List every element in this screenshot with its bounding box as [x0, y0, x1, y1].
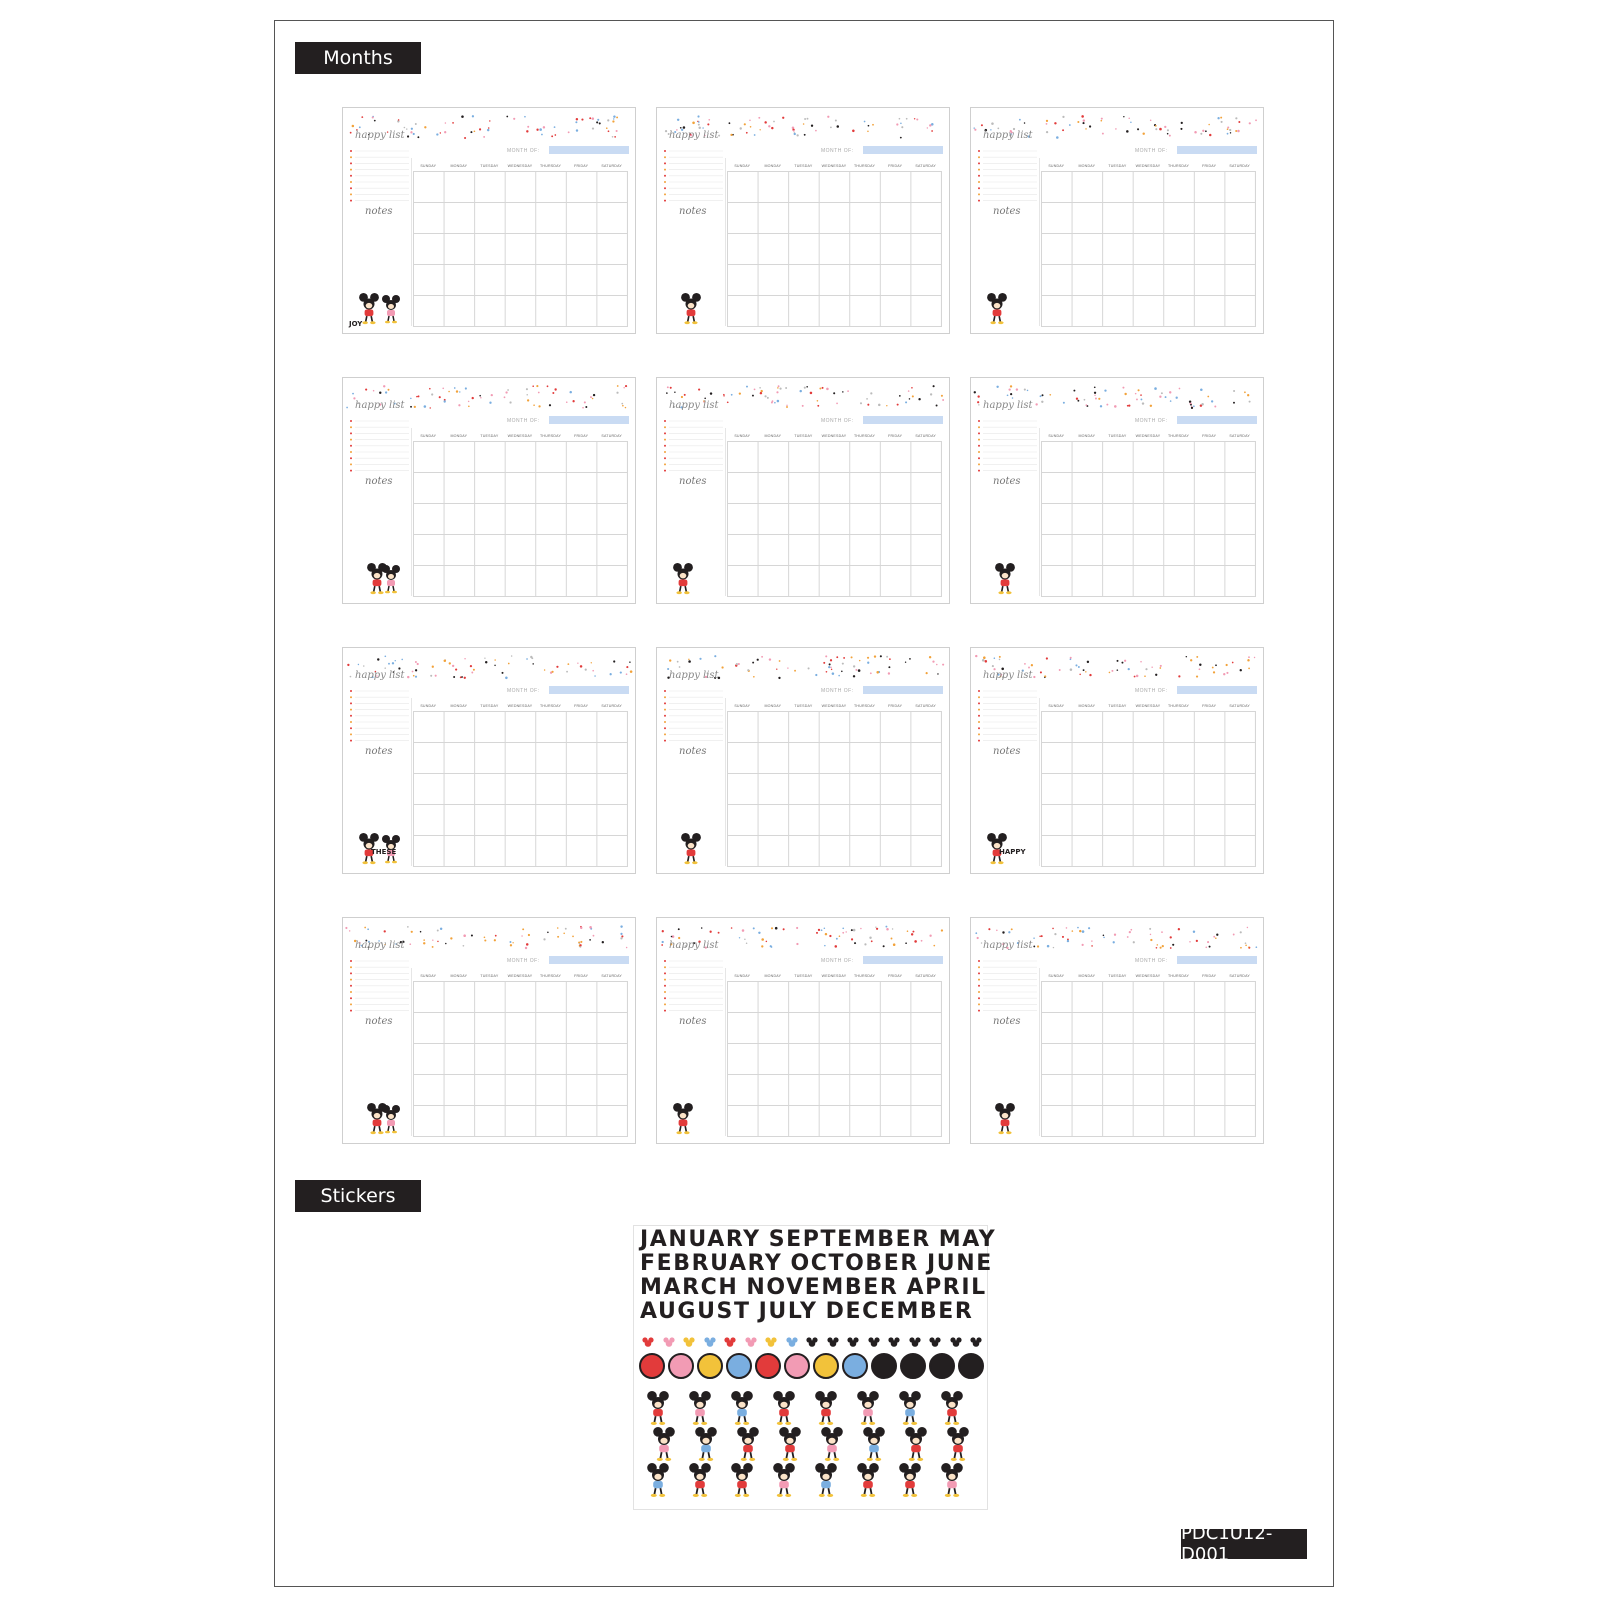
weekday-label: TUESDAY	[794, 164, 813, 168]
weekday-label: MONDAY	[1078, 704, 1096, 708]
weekday-label: THURSDAY	[540, 974, 562, 978]
weekday-label: MONDAY	[450, 704, 468, 708]
character-stickers	[640, 1389, 984, 1504]
weekday-label: THURSDAY	[854, 974, 876, 978]
weekday-label: MONDAY	[450, 974, 468, 978]
notes-heading: notes	[993, 206, 1021, 217]
weekday-label: SUNDAY	[420, 704, 437, 708]
weekday-label: FRIDAY	[574, 704, 589, 708]
happy-list-lines	[977, 148, 1039, 206]
stickers-section-label: Stickers	[295, 1180, 421, 1212]
weekday-label: SUNDAY	[420, 434, 437, 438]
month-name-bar	[549, 416, 629, 424]
circle-sticker	[755, 1353, 781, 1379]
calendar-grid	[727, 441, 942, 597]
calendar-grid	[1041, 171, 1256, 327]
character-art	[661, 556, 723, 600]
weekday-label: SATURDAY	[1229, 164, 1251, 168]
month-page	[970, 917, 1264, 1144]
mouse-ear-sticker-row	[642, 1334, 982, 1348]
weekday-label: FRIDAY	[574, 164, 589, 168]
mouse-ears-icon	[950, 1334, 962, 1344]
happy-list-heading: happy list	[669, 940, 719, 951]
weekday-label: SATURDAY	[1229, 434, 1251, 438]
weekday-label: SUNDAY	[734, 164, 751, 168]
calendar-grid	[413, 981, 628, 1137]
weekday-label: WEDNESDAY	[507, 704, 533, 708]
circle-sticker	[958, 1353, 984, 1379]
month-page	[342, 107, 636, 334]
circle-sticker	[900, 1353, 926, 1379]
character-art	[661, 286, 723, 330]
month-name-bar	[549, 956, 629, 964]
sidebar-divider	[1039, 428, 1040, 596]
month-page	[970, 647, 1264, 874]
sidebar-divider	[411, 968, 412, 1136]
month-sticker: SEPTEMBER	[768, 1227, 931, 1252]
weekday-label: FRIDAY	[888, 164, 903, 168]
month-of-label: MONTH OF:	[507, 688, 540, 694]
sku-code: PDC1U12-D001	[1181, 1529, 1307, 1559]
month-name-bar	[1177, 686, 1257, 694]
month-sticker: NOVEMBER	[746, 1275, 899, 1300]
character-art	[661, 1096, 723, 1140]
weekday-label: SATURDAY	[915, 974, 937, 978]
weekday-header	[413, 704, 627, 708]
weekday-label: MONDAY	[1078, 164, 1096, 168]
weekday-header	[727, 704, 941, 708]
sidebar-divider	[411, 158, 412, 326]
weekday-label: SATURDAY	[601, 704, 623, 708]
month-sticker-row	[640, 1227, 997, 1252]
weekday-label: WEDNESDAY	[1135, 704, 1161, 708]
month-sticker-row	[640, 1276, 985, 1300]
month-of-label: MONTH OF:	[821, 958, 854, 964]
mouse-ears-icon	[827, 1334, 839, 1344]
weekday-label: SUNDAY	[1048, 434, 1065, 438]
months-section-label: Months	[295, 42, 421, 74]
weekday-label: SUNDAY	[1048, 164, 1065, 168]
month-name-bar	[549, 686, 629, 694]
happy-list-lines	[349, 148, 411, 206]
month-page	[342, 647, 636, 874]
sidebar-divider	[725, 968, 726, 1136]
month-of-label: MONTH OF:	[507, 418, 540, 424]
month-name-bar	[863, 146, 943, 154]
character-art	[975, 826, 1037, 870]
mouse-ears-icon	[683, 1334, 695, 1344]
calendar-grid	[727, 981, 942, 1137]
weekday-label: WEDNESDAY	[507, 164, 533, 168]
sidebar-divider	[411, 428, 412, 596]
calendar-grid	[413, 171, 628, 327]
mouse-ears-icon	[724, 1334, 736, 1344]
weekday-label: WEDNESDAY	[821, 974, 847, 978]
weekday-label: TUESDAY	[794, 974, 813, 978]
weekday-label: TUESDAY	[480, 704, 499, 708]
happy-list-lines	[663, 688, 725, 746]
calendar-grid	[413, 441, 628, 597]
month-page	[970, 107, 1264, 334]
weekday-header	[727, 974, 941, 978]
character-art	[975, 286, 1037, 330]
happy-list-heading: happy list	[669, 670, 719, 681]
page-art-word: THESE	[371, 848, 397, 856]
calendar-grid	[727, 711, 942, 867]
weekday-label: WEDNESDAY	[1135, 974, 1161, 978]
weekday-label: THURSDAY	[1168, 434, 1190, 438]
month-sticker: JANUARY	[640, 1227, 761, 1252]
weekday-label: MONDAY	[764, 704, 782, 708]
month-sticker: JULY	[758, 1299, 818, 1324]
month-sticker: OCTOBER	[790, 1251, 919, 1276]
weekday-label: TUESDAY	[480, 974, 499, 978]
month-of-label: MONTH OF:	[821, 418, 854, 424]
month-name-bar	[1177, 416, 1257, 424]
weekday-label: SATURDAY	[915, 434, 937, 438]
month-page	[656, 377, 950, 604]
sidebar-divider	[1039, 698, 1040, 866]
weekday-label: TUESDAY	[1108, 164, 1127, 168]
happy-list-heading: happy list	[355, 400, 405, 411]
notes-heading: notes	[679, 206, 707, 217]
weekday-header	[727, 164, 941, 168]
weekday-label: THURSDAY	[854, 704, 876, 708]
weekday-label: FRIDAY	[888, 974, 903, 978]
mouse-ears-icon	[929, 1334, 941, 1344]
month-page	[656, 107, 950, 334]
weekday-label: WEDNESDAY	[507, 434, 533, 438]
notes-heading: notes	[365, 206, 393, 217]
mouse-ears-icon	[888, 1334, 900, 1344]
happy-list-lines	[663, 958, 725, 1016]
weekday-label: FRIDAY	[574, 434, 589, 438]
weekday-header	[413, 164, 627, 168]
weekday-label: MONDAY	[1078, 974, 1096, 978]
notes-heading: notes	[993, 1016, 1021, 1027]
month-name-bar	[1177, 956, 1257, 964]
weekday-label: MONDAY	[764, 164, 782, 168]
sidebar-divider	[725, 158, 726, 326]
sidebar-divider	[1039, 158, 1040, 326]
calendar-grid	[413, 711, 628, 867]
circle-sticker	[813, 1353, 839, 1379]
weekday-label: THURSDAY	[1168, 704, 1190, 708]
month-sticker-row	[640, 1300, 985, 1324]
weekday-label: WEDNESDAY	[1135, 434, 1161, 438]
month-page	[656, 647, 950, 874]
weekday-label: MONDAY	[764, 974, 782, 978]
month-sticker-row	[640, 1251, 993, 1276]
weekday-label: TUESDAY	[794, 434, 813, 438]
weekday-header	[727, 434, 941, 438]
weekday-label: SATURDAY	[601, 164, 623, 168]
month-of-label: MONTH OF:	[507, 148, 540, 154]
sticker-sheet	[633, 1225, 997, 1510]
sidebar-divider	[725, 698, 726, 866]
happy-list-lines	[977, 958, 1039, 1016]
month-sticker: AUGUST	[640, 1299, 751, 1324]
happy-list-lines	[349, 418, 411, 476]
notes-heading: notes	[679, 746, 707, 757]
character-art	[661, 826, 723, 870]
happy-list-heading: happy list	[983, 130, 1033, 141]
weekday-label: FRIDAY	[888, 434, 903, 438]
circle-sticker	[784, 1353, 810, 1379]
month-name-bar	[863, 956, 943, 964]
weekday-label: TUESDAY	[794, 704, 813, 708]
month-name-bar	[1177, 146, 1257, 154]
month-of-label: MONTH OF:	[1135, 418, 1168, 424]
mouse-ears-icon	[806, 1334, 818, 1344]
happy-list-heading: happy list	[983, 670, 1033, 681]
weekday-label: THURSDAY	[1168, 164, 1190, 168]
weekday-label: WEDNESDAY	[821, 434, 847, 438]
weekday-label: TUESDAY	[1108, 434, 1127, 438]
weekday-label: THURSDAY	[540, 434, 562, 438]
character-art	[347, 556, 409, 600]
month-name-bar	[549, 146, 629, 154]
notes-heading: notes	[679, 476, 707, 487]
month-name-bar	[863, 686, 943, 694]
month-sticker: FEBRUARY	[640, 1251, 783, 1276]
weekday-label: FRIDAY	[1202, 164, 1217, 168]
weekday-label: SATURDAY	[601, 974, 623, 978]
months-grid	[342, 107, 1266, 1144]
weekday-label: SATURDAY	[915, 164, 937, 168]
weekday-label: SUNDAY	[734, 434, 751, 438]
weekday-label: SUNDAY	[1048, 974, 1065, 978]
weekday-label: SATURDAY	[915, 704, 937, 708]
happy-list-lines	[663, 418, 725, 476]
circle-sticker	[842, 1353, 868, 1379]
circle-sticker	[726, 1353, 752, 1379]
sidebar-divider	[411, 698, 412, 866]
circle-sticker	[639, 1353, 665, 1379]
mouse-ears-icon	[704, 1334, 716, 1344]
month-of-label: MONTH OF:	[1135, 958, 1168, 964]
month-sticker: MAY	[938, 1227, 997, 1252]
mouse-ears-icon	[786, 1334, 798, 1344]
month-name-bar	[863, 416, 943, 424]
notes-heading: notes	[365, 1016, 393, 1027]
weekday-label: THURSDAY	[854, 164, 876, 168]
weekday-label: TUESDAY	[480, 434, 499, 438]
month-page	[656, 917, 950, 1144]
month-page	[342, 377, 636, 604]
happy-list-heading: happy list	[669, 400, 719, 411]
month-sticker: DECEMBER	[825, 1299, 974, 1324]
weekday-label: SUNDAY	[420, 164, 437, 168]
weekday-label: SUNDAY	[734, 704, 751, 708]
month-of-label: MONTH OF:	[1135, 688, 1168, 694]
month-sticker: APRIL	[906, 1275, 987, 1300]
mouse-ears-icon	[663, 1334, 675, 1344]
weekday-label: THURSDAY	[540, 164, 562, 168]
month-page	[342, 917, 636, 1144]
notes-heading: notes	[993, 746, 1021, 757]
weekday-label: MONDAY	[764, 434, 782, 438]
weekday-header	[1041, 974, 1255, 978]
weekday-label: SATURDAY	[1229, 704, 1251, 708]
weekday-label: FRIDAY	[1202, 704, 1217, 708]
character-art	[347, 1096, 409, 1140]
weekday-label: FRIDAY	[1202, 434, 1217, 438]
happy-list-heading: happy list	[669, 130, 719, 141]
page-art-word: HAPPY	[999, 848, 1026, 856]
happy-list-lines	[977, 688, 1039, 746]
weekday-label: SATURDAY	[1229, 974, 1251, 978]
page-art-word: JOY	[349, 320, 363, 328]
calendar-grid	[1041, 981, 1256, 1137]
weekday-header	[1041, 164, 1255, 168]
mouse-ears-icon	[745, 1334, 757, 1344]
happy-list-heading: happy list	[355, 940, 405, 951]
weekday-label: WEDNESDAY	[821, 704, 847, 708]
month-of-label: MONTH OF:	[1135, 148, 1168, 154]
circle-sticker	[697, 1353, 723, 1379]
weekday-label: TUESDAY	[1108, 704, 1127, 708]
happy-list-lines	[349, 958, 411, 1016]
weekday-label: MONDAY	[450, 164, 468, 168]
mouse-ears-icon	[909, 1334, 921, 1344]
happy-list-heading: happy list	[355, 130, 405, 141]
weekday-label: SATURDAY	[601, 434, 623, 438]
weekday-label: SUNDAY	[420, 974, 437, 978]
weekday-header	[413, 974, 627, 978]
calendar-grid	[1041, 441, 1256, 597]
mouse-ears-icon	[642, 1334, 654, 1344]
circle-sticker	[668, 1353, 694, 1379]
weekday-header	[413, 434, 627, 438]
weekday-label: WEDNESDAY	[507, 974, 533, 978]
notes-heading: notes	[679, 1016, 707, 1027]
weekday-label: TUESDAY	[1108, 974, 1127, 978]
weekday-label: MONDAY	[1078, 434, 1096, 438]
character-art	[347, 826, 409, 870]
weekday-label: WEDNESDAY	[1135, 164, 1161, 168]
weekday-label: FRIDAY	[1202, 974, 1217, 978]
month-page	[970, 377, 1264, 604]
weekday-label: SUNDAY	[734, 974, 751, 978]
weekday-label: THURSDAY	[854, 434, 876, 438]
notes-heading: notes	[993, 476, 1021, 487]
weekday-label: THURSDAY	[540, 704, 562, 708]
happy-list-lines	[349, 688, 411, 746]
happy-list-heading: happy list	[983, 940, 1033, 951]
notes-heading: notes	[365, 476, 393, 487]
happy-list-lines	[977, 418, 1039, 476]
weekday-label: FRIDAY	[574, 974, 589, 978]
mouse-ears-icon	[847, 1334, 859, 1344]
weekday-label: MONDAY	[450, 434, 468, 438]
circle-sticker-row	[639, 1353, 984, 1383]
weekday-label: WEDNESDAY	[821, 164, 847, 168]
mouse-ears-icon	[765, 1334, 777, 1344]
happy-list-heading: happy list	[983, 400, 1033, 411]
character-art	[347, 286, 409, 330]
calendar-grid	[727, 171, 942, 327]
circle-sticker	[871, 1353, 897, 1379]
month-sticker: MARCH	[640, 1275, 739, 1300]
month-of-label: MONTH OF:	[821, 688, 854, 694]
notes-heading: notes	[365, 746, 393, 757]
weekday-label: TUESDAY	[480, 164, 499, 168]
weekday-label: SUNDAY	[1048, 704, 1065, 708]
weekday-label: THURSDAY	[1168, 974, 1190, 978]
mouse-ears-icon	[868, 1334, 880, 1344]
month-word-stickers	[640, 1227, 997, 1324]
character-art	[975, 1096, 1037, 1140]
mouse-ears-icon	[970, 1334, 982, 1344]
character-art	[975, 556, 1037, 600]
weekday-header	[1041, 434, 1255, 438]
happy-list-lines	[663, 148, 725, 206]
calendar-grid	[1041, 711, 1256, 867]
month-of-label: MONTH OF:	[821, 148, 854, 154]
happy-list-heading: happy list	[355, 670, 405, 681]
sidebar-divider	[725, 428, 726, 596]
month-of-label: MONTH OF:	[507, 958, 540, 964]
weekday-label: FRIDAY	[888, 704, 903, 708]
month-sticker: JUNE	[926, 1251, 993, 1276]
circle-sticker	[929, 1353, 955, 1379]
sidebar-divider	[1039, 968, 1040, 1136]
weekday-header	[1041, 704, 1255, 708]
